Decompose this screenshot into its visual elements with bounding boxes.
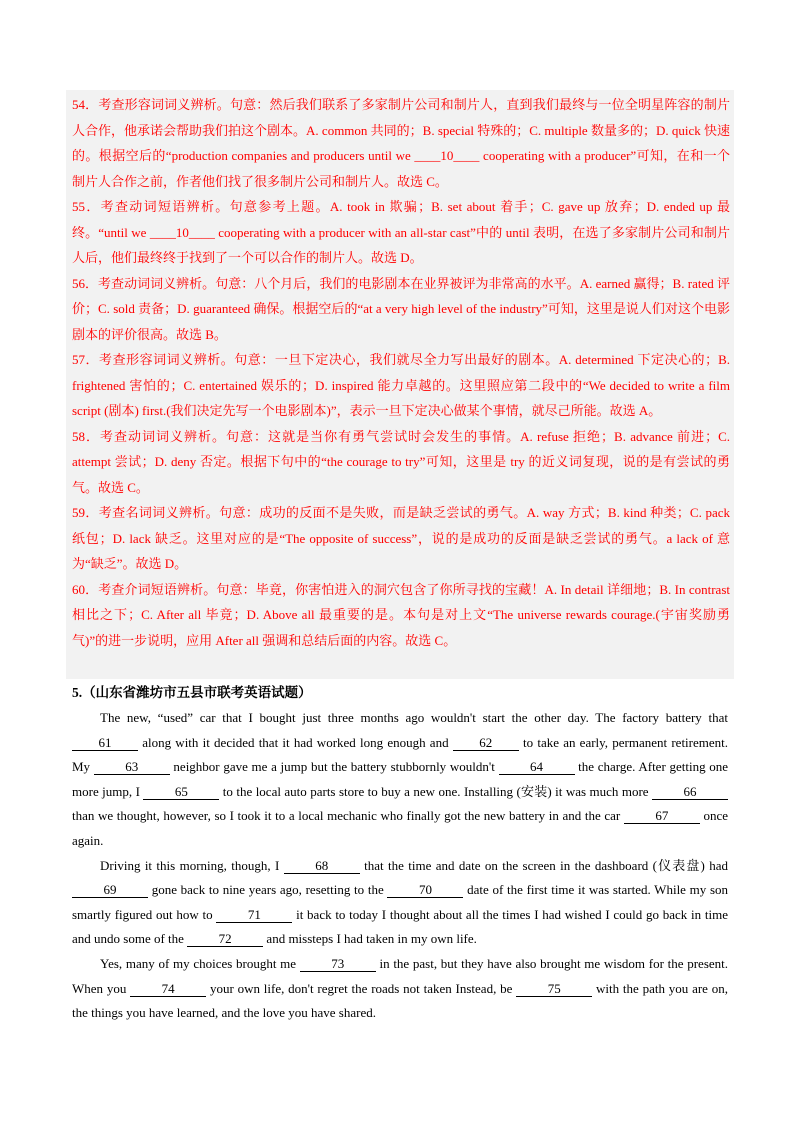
blank-67: 67 (624, 809, 700, 824)
passage-text: Driving it this morning, though, I (100, 857, 284, 873)
blank-68: 68 (284, 859, 360, 874)
passage-text: once again. (72, 808, 728, 848)
passage-text: it back to today I thought about all the times I had wished I could go back in time and undo some of the (72, 906, 728, 947)
passage-text: the charge. After getting one more jump, I (72, 759, 729, 799)
passage-text: than we thought, however, so I took it to a local mechanic who finally got the new battery in and the car (72, 808, 624, 824)
passage-text: neighbor gave me a jump but the battery stubbornly wouldn't (169, 759, 499, 775)
explanation-58: 58．考查动词词义辨析。句意：这就是当你有勇气尝试时会发生的事情。A. refuse 拒绝；B. advance 前进；C. attempt 尝试；D. deny 否定。根据下句中的“the courage to try”可知，这里是 try 的近义词复现，说的是有尝试的勇气。故选 C。 (72, 428, 730, 495)
blank-72: 72 (187, 932, 263, 947)
passage-text: Yes, many of my choices brought me (100, 955, 300, 971)
blank-75: 75 (516, 982, 592, 997)
blank-71: 71 (216, 908, 292, 923)
blank-61: 61 (72, 736, 138, 751)
explanation-57: 57．考查形容词词义辨析。句意：一旦下定决心，我们就尽全力写出最好的剧本。A. determined 下定决心的；B. frightened 害怕的；C. entertained 娱乐的；D. inspired 能力卓越的。这里照应第二段中的“We decided to write a film script (剧本) first.(我们决定先写一个电影剧本)”，表示一旦下定决心做某个事情，就尽己所能。故选 A。 (72, 352, 730, 418)
explanation-59: 59．考查名词词义辨析。句意：成功的反面不是失败，而是缺乏尝试的勇气。A. way 方式；B. kind 种类；C. pack 纸包；D. lack 缺乏。这里对应的是“The opposite of success”，说的是成功的反面是缺乏尝试的勇气。a lack of 意为“缺乏”。故选 D。 (72, 505, 730, 571)
passage-text: date of the first time it was started. While my son smartly figured out how to (72, 882, 729, 922)
blank-69: 69 (72, 883, 148, 898)
passage-text: gone back to nine years ago, resetting to the (148, 882, 388, 898)
passage-paragraph-1 (72, 706, 728, 854)
passage-text: The new, “used” car that I bought just three months ago wouldn't start the other day. The factory battery that (100, 710, 728, 725)
blank-65: 65 (143, 785, 219, 800)
passage-text: with the path you are on, the things you have learned, and the love you have shared. (72, 980, 729, 1021)
passage-text: your own life, don't regret the roads not taken Instead, be (206, 980, 517, 996)
blank-74: 74 (130, 982, 206, 997)
answer-explanations (72, 92, 730, 653)
passage-text: and missteps I had taken in my own life. (263, 931, 477, 947)
blank-73: 73 (300, 957, 376, 972)
explanation-56: 56．考查动词词义辨析。句意：八个月后，我们的电影剧本在业界被评为非常高的水平。A. earned 赢得；B. rated 评价；C. sold 责备；D. guaranteed 确保。根据空后的“at a very high level of the industry”可知，这里是说人们对这个电影剧本的评价很高。故选 B。 (72, 275, 730, 342)
passage-paragraph-3 (72, 952, 728, 1026)
blank-63: 63 (94, 760, 170, 775)
passage-paragraph-2 (72, 854, 728, 952)
explanation-55: 55．考查动词短语辨析。句意参考上题。A. took in 欺骗；B. set about 着手；C. gave up 放弃；D. ended up 最终。“until we ____10____ cooperating with a producer with an all-star cast”中的 until 表明，在选了多家制片公司和制片人后，他们最终终于找到了一个可以合作的制片人。故选 D。 (72, 199, 730, 265)
passage-text: to take an early, permanent retirement. My (72, 734, 729, 775)
blank-66: 66 (652, 785, 728, 800)
section-title: 5.（山东省潍坊市五县市联考英语试题） (72, 685, 312, 700)
passage-text: to the local auto parts store to buy a new one. Installing (安装) it was much more (219, 783, 652, 799)
explanation-54: 54．考查形容词词义辨析。句意：然后我们联系了多家制片公司和制片人，直到我们最终与一位全明星阵容的制片人合作，他承诺会帮助我们拍这个剧本。A. common 共同的；B. special 特殊的；C. multiple 数量多的；D. quick 快速的。根据空后的“production companies and producers until we ____10____ cooperating with a producer”可知，在和一个制片人合作之前，作者他们找了很多制片公司和制片人。故选 C。 (72, 97, 730, 189)
passage-text: along with it decided that it had worked long enough and (138, 734, 453, 750)
blank-62: 62 (453, 736, 519, 751)
passage-text: that the time and date on the screen in the dashboard (仪表盘) had (359, 857, 728, 873)
cloze-passage (72, 706, 728, 1026)
passage-text: in the past, but they have also brought me wisdom for the present. When you (72, 955, 729, 996)
blank-70: 70 (387, 883, 463, 898)
blank-64: 64 (499, 760, 575, 775)
explanation-60: 60．考查介词短语辨析。句意：毕竟，你害怕进入的洞穴包含了你所寻找的宝藏！A. In detail 详细地；B. In contrast 相比之下；C. After all 毕竟；D. Above all 最重要的是。本句是对上文“The universe rewards courage.(宇宙奖励勇气)”的进一步说明，应用 After all 强调和总结后面的内容。故选 C。 (72, 581, 730, 648)
